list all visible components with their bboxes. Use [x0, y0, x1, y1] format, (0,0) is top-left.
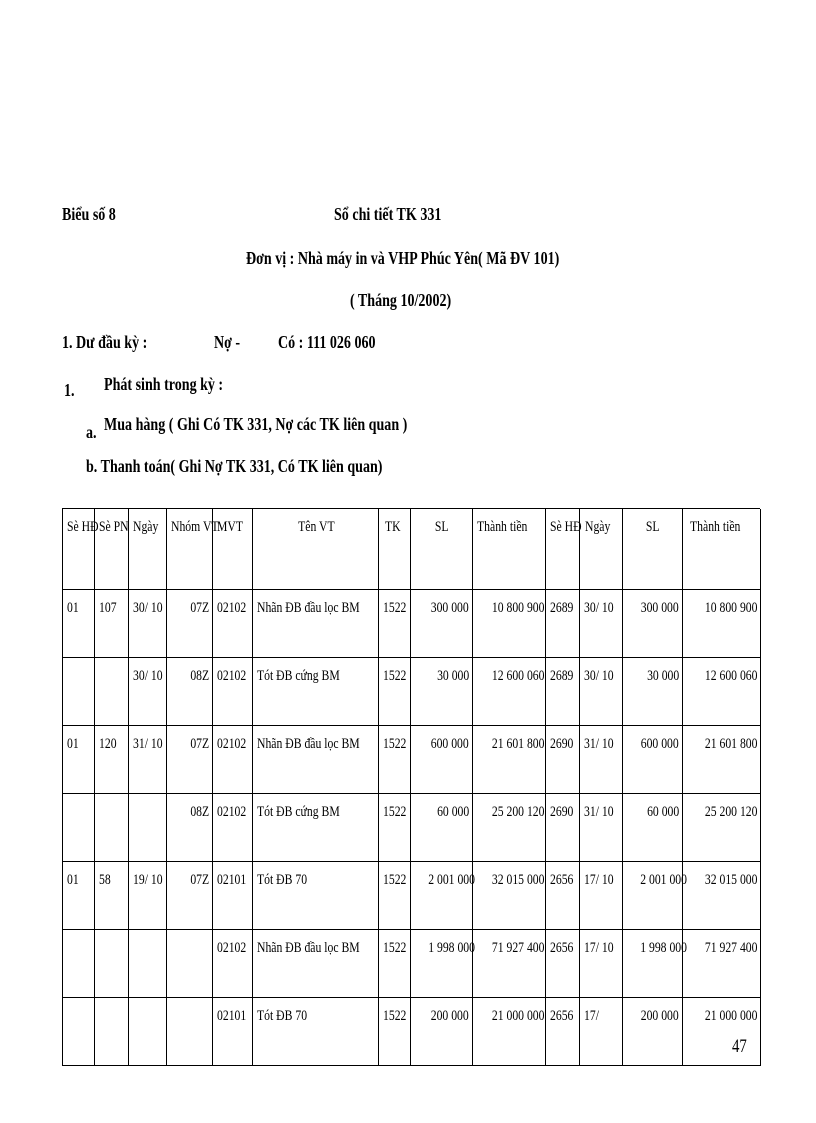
- table-cell: 1522: [379, 794, 411, 862]
- table-cell: Nhãn ĐB đầu lọc BM: [253, 590, 379, 658]
- section-number: 1.: [64, 380, 75, 400]
- table-cell: 2690: [546, 794, 580, 862]
- table-cell: [129, 794, 167, 862]
- table-cell: [63, 794, 95, 862]
- table-cell: 07Z: [167, 590, 213, 658]
- table-cell: 200 000: [623, 998, 683, 1066]
- opening-label: 1. Dư đầu kỳ :: [62, 332, 148, 352]
- table-cell: [167, 930, 213, 998]
- table-cell: 1522: [379, 930, 411, 998]
- table-cell: 2656: [546, 930, 580, 998]
- table-cell: 58: [95, 862, 129, 930]
- table-cell: 31/ 10: [129, 726, 167, 794]
- table-cell: [63, 930, 95, 998]
- table-cell: [167, 998, 213, 1066]
- table-cell: 1 998 000: [623, 930, 683, 998]
- table-cell: 30/ 10: [129, 590, 167, 658]
- col-header: Thành tiền: [683, 509, 761, 590]
- table-cell: 01: [63, 726, 95, 794]
- table-cell: Tót ĐB 70: [253, 998, 379, 1066]
- table-cell: 31/ 10: [580, 726, 623, 794]
- table-cell: 25 200 120: [473, 794, 546, 862]
- table-cell: 12 600 060: [473, 658, 546, 726]
- col-header: Sè PN: [95, 509, 129, 590]
- table-cell: 19/ 10: [129, 862, 167, 930]
- table-cell: [129, 998, 167, 1066]
- table-cell: 600 000: [411, 726, 473, 794]
- table-cell: 25 200 120: [683, 794, 761, 862]
- table-cell: 01: [63, 590, 95, 658]
- table-cell: 2656: [546, 862, 580, 930]
- table-cell: Tót ĐB 70: [253, 862, 379, 930]
- table-cell: 2 001 000: [623, 862, 683, 930]
- col-header: TK: [379, 509, 411, 590]
- opening-debit: Nợ -: [214, 332, 241, 352]
- ledger-table: [62, 508, 760, 1024]
- table-cell: [95, 794, 129, 862]
- col-header: Tên VT: [253, 509, 379, 590]
- table-cell: 1522: [379, 658, 411, 726]
- table-cell: 1 998 000: [411, 930, 473, 998]
- col-header: Sè HĐ: [546, 509, 580, 590]
- section-a-text: Mua hàng ( Ghi Có TK 331, Nợ các TK liên quan ): [104, 414, 408, 434]
- col-header: SL: [411, 509, 473, 590]
- table-cell: 01: [63, 862, 95, 930]
- col-header: Nhóm VT: [167, 509, 213, 590]
- col-header: SL: [623, 509, 683, 590]
- table-cell: [129, 930, 167, 998]
- table-cell: 60 000: [623, 794, 683, 862]
- table-cell: 21 601 800: [473, 726, 546, 794]
- period-line: ( Tháng 10/2002): [350, 290, 452, 310]
- table-cell: [63, 998, 95, 1066]
- table-cell: 30/ 10: [129, 658, 167, 726]
- table-cell: 120: [95, 726, 129, 794]
- table-cell: 300 000: [411, 590, 473, 658]
- table-cell: 60 000: [411, 794, 473, 862]
- col-header: Ngày: [129, 509, 167, 590]
- table-cell: 17/ 10: [580, 862, 623, 930]
- table-cell: 07Z: [167, 726, 213, 794]
- table-cell: 10 800 900: [473, 590, 546, 658]
- table-cell: 17/: [580, 998, 623, 1066]
- table-cell: Nhãn ĐB đầu lọc BM: [253, 726, 379, 794]
- table-cell: 02102: [213, 590, 253, 658]
- table-cell: 30 000: [411, 658, 473, 726]
- table-cell: 02102: [213, 930, 253, 998]
- table-cell: 02102: [213, 658, 253, 726]
- table-row: [63, 794, 761, 862]
- table-cell: [95, 998, 129, 1066]
- table-cell: 12 600 060: [683, 658, 761, 726]
- table-cell: 17/ 10: [580, 930, 623, 998]
- unit-line: Đơn vị : Nhà máy in và VHP Phúc Yên( Mã ĐV 101): [246, 248, 560, 268]
- table-cell: 30 000: [623, 658, 683, 726]
- table-cell: 2689: [546, 658, 580, 726]
- col-header: Ngày: [580, 509, 623, 590]
- opening-credit: Có : 111 026 060: [278, 332, 376, 352]
- table-cell: 71 927 400: [683, 930, 761, 998]
- section-title: Phát sinh trong kỳ :: [104, 374, 224, 394]
- table-cell: 600 000: [623, 726, 683, 794]
- table-cell: 02101: [213, 998, 253, 1066]
- table-row: [63, 658, 761, 726]
- table-cell: 2690: [546, 726, 580, 794]
- table-cell: 10 800 900: [683, 590, 761, 658]
- table-cell: 02102: [213, 726, 253, 794]
- table-cell: 71 927 400: [473, 930, 546, 998]
- table-row: [63, 590, 761, 658]
- table-cell: 1522: [379, 726, 411, 794]
- col-header: Sè HĐ: [63, 509, 95, 590]
- col-header: Thành tiền: [473, 509, 546, 590]
- table-cell: Nhãn ĐB đầu lọc BM: [253, 930, 379, 998]
- table-row: [63, 998, 761, 1066]
- col-header: MVT: [213, 509, 253, 590]
- section-a-marker: a.: [86, 422, 97, 442]
- table-cell: Tót ĐB cứng BM: [253, 658, 379, 726]
- table-cell: [95, 658, 129, 726]
- table-cell: 02101: [213, 862, 253, 930]
- table-cell: 200 000: [411, 998, 473, 1066]
- table-cell: [95, 930, 129, 998]
- table-cell: Tót ĐB cứng BM: [253, 794, 379, 862]
- table-cell: [63, 658, 95, 726]
- table-row: [63, 930, 761, 998]
- table-row: [63, 726, 761, 794]
- table-cell: 2656: [546, 998, 580, 1066]
- table-cell: 1522: [379, 998, 411, 1066]
- table-cell: 1522: [379, 590, 411, 658]
- table-cell: 2689: [546, 590, 580, 658]
- table-cell: 300 000: [623, 590, 683, 658]
- table-cell: 32 015 000: [683, 862, 761, 930]
- section-b-text: b. Thanh toán( Ghi Nợ TK 331, Có TK liên quan): [86, 456, 383, 476]
- table-cell: 1522: [379, 862, 411, 930]
- table-row: [63, 862, 761, 930]
- table-header-row: [63, 509, 761, 590]
- table-cell: 02102: [213, 794, 253, 862]
- table-cell: 07Z: [167, 862, 213, 930]
- table-cell: 2 001 000: [411, 862, 473, 930]
- table-cell: 21 000 000: [473, 998, 546, 1066]
- table-cell: 08Z: [167, 794, 213, 862]
- table-cell: 32 015 000: [473, 862, 546, 930]
- page-number: 47: [732, 1036, 747, 1057]
- table-cell: 31/ 10: [580, 794, 623, 862]
- table-cell: 30/ 10: [580, 590, 623, 658]
- table-cell: 08Z: [167, 658, 213, 726]
- table-cell: 107: [95, 590, 129, 658]
- table-cell: 21 601 800: [683, 726, 761, 794]
- table-cell: 30/ 10: [580, 658, 623, 726]
- ledger-title: Sổ chi tiết TK 331: [334, 204, 442, 224]
- table-cell: 21 000 000: [683, 998, 761, 1066]
- form-label: Biểu số 8: [62, 204, 116, 224]
